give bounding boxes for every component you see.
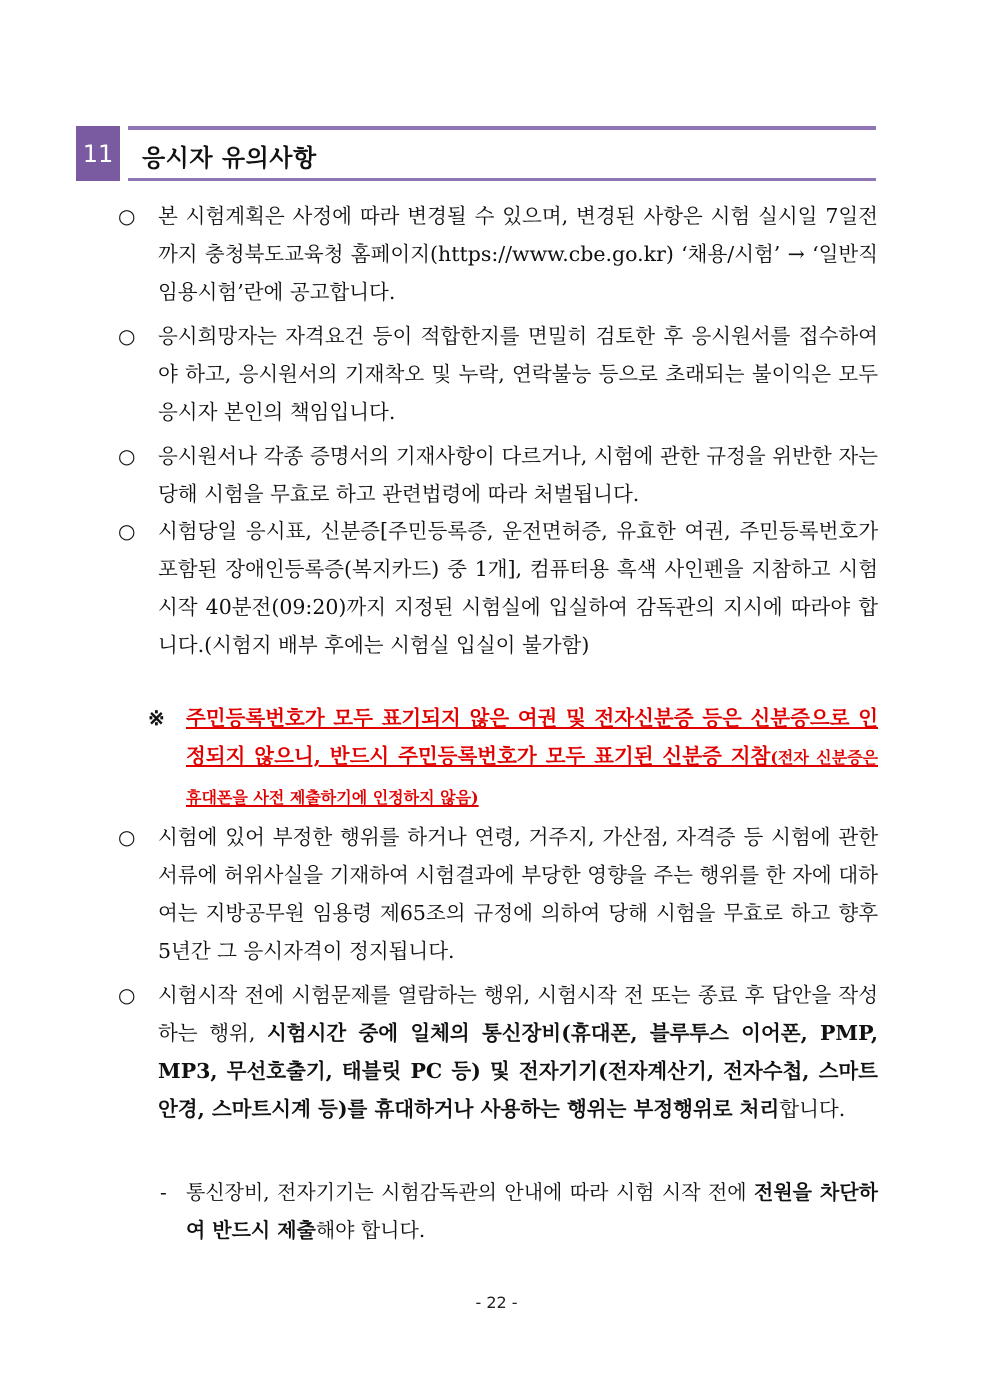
id-card-notice-text [186,699,878,817]
list-item-eligibility [118,317,878,431]
page-number: - 22 - [475,1293,518,1312]
id-card-notice [140,699,878,817]
list-item-text: 응시원서나 각종 증명서의 기재사항이 다르거나, 시험에 관한 규정을 위반한 자는 당해 시험을 무효로 하고 관련법령에 따라 처벌됩니다. [158,444,878,506]
device-text-bold: 전원을 차단하여 반드시 제출 [186,1180,878,1242]
device-text-c: 해야 합니다. [315,1218,426,1242]
dash-bullet: - [160,1180,167,1204]
prohibited-acts-text-bold: 시험시간 중에 일체의 통신장비(휴대폰, 블루투스 이어폰, PMP, MP3, 무선호출기, 태블릿 PC 등) 및 전자기기(전자계산기, 전자수첩, 스마트안경, 스마트시계 등)를 휴대하거나 사용하는 행위는 부정행위로 처리 [158,1021,878,1121]
list-item-misconduct [118,818,878,970]
list-item-text: 시험에 있어 부정한 행위를 하거나 연령, 거주지, 가산점, 자격증 등 시험에 관한 서류에 허위사실을 기재하여 시험결과에 부당한 영향을 주는 행위를 한 자에 대하여는 지방공무원 임용령 제65조의 규정에 의하여 당해 시험을 무효로 하고 향후 5년간 그 응시자격이 정지됩니다. [158,825,878,963]
sub-item-text [186,1173,878,1249]
section-number: 11 [76,126,120,181]
section-title: 응시자 유의사항 [142,144,317,172]
circle-bullet: ○ [118,983,136,1007]
circle-bullet: ○ [118,519,136,543]
section-header [76,126,876,182]
list-item-text [158,976,878,1128]
list-item-text: 본 시험계획은 사정에 따라 변경될 수 있으며, 변경된 사항은 시험 실시일 7일전까지 충청북도교육청 홈페이지(https://www.cbe.go.kr) ‘채용/시험’ → ‘일반직임용시험’란에 공고합니다. [158,204,878,304]
list-item-false-entries [118,437,878,513]
list-item-prohibited-acts [118,976,878,1128]
list-item-text: 시험당일 응시표, 신분증[주민등록증, 운전면허증, 유효한 여권, 주민등록번호가 포함된 장애인등록증(복지카드) 중 1개], 컴퓨터용 흑색 사인펜을 지참하고 시험시작 40분전(09:20)까지 지정된 시험실에 입실하여 감독관의 지시에 따라야 합니다.(시험지 배부 후에는 시험실 입실이 불가함) [158,519,878,657]
id-card-notice-main: 주민등록번호가 모두 표기되지 않은 여권 및 전자신분증 등은 신분증으로 인정되지 않으니, 반드시 주민등록번호가 모두 표기된 신분증 지참 [186,706,878,768]
circle-bullet: ○ [118,324,136,348]
prohibited-acts-text-a: 시험시작 전에 시험문제를 열람하는 행위, 시험시작 전 또는 종료 후 답안을 작성하는 행위, [158,983,878,1045]
circle-bullet: ○ [118,825,136,849]
id-card-notice-small: (전자 신분증은 휴대폰을 사전 제출하기에 인정하지 않음) [186,748,878,807]
prohibited-acts-text-c: 합니다. [779,1097,846,1121]
reference-mark: ※ [148,706,165,730]
list-item-schedule-change [118,197,878,311]
list-item-text: 응시희망자는 자격요건 등이 적합한지를 면밀히 검토한 후 응시원서를 접수하여야 하고, 응시원서의 기재착오 및 누락, 연락불능 등으로 초래되는 불이익은 모두 응시자 본인의 책임입니다. [158,324,878,424]
device-text-a: 통신장비, 전자기기는 시험감독관의 안내에 따라 시험 시작 전에 [186,1180,755,1204]
section-rule-bottom [128,178,876,181]
section-rule-top [128,126,876,130]
sub-item-device-submission [160,1173,878,1249]
circle-bullet: ○ [118,444,136,468]
circle-bullet: ○ [118,204,136,228]
list-item-exam-day [118,512,878,664]
